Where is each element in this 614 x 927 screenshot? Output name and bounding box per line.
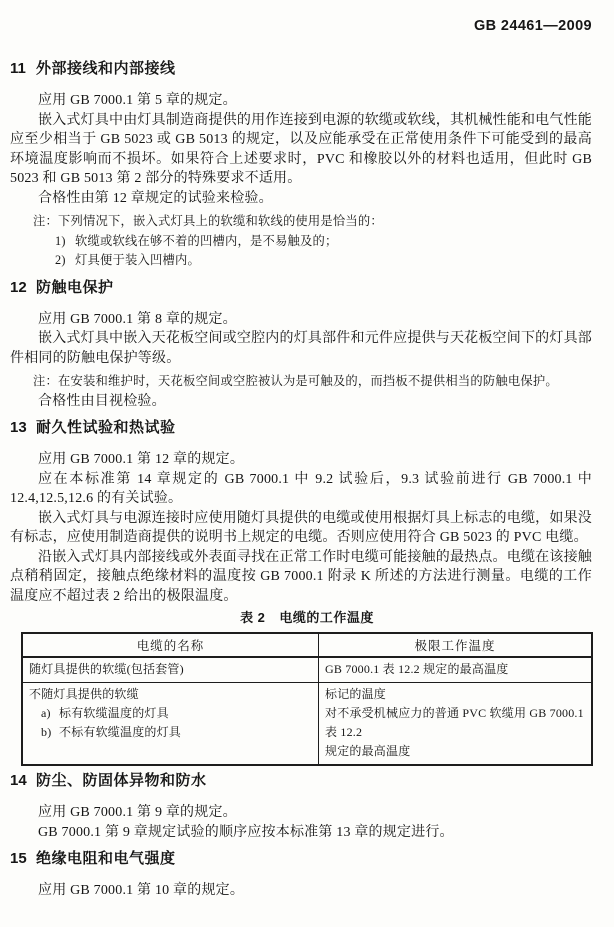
- table-row: [22, 683, 592, 766]
- table-block: [21, 609, 593, 766]
- note-item-text: 灯具便于装入凹槽内。: [75, 253, 200, 267]
- table-caption: [21, 609, 593, 627]
- note: 注：在安装和维护时，天花板空间或空腔被认为是可触及的，而挡板不提供相当的防触电保护。: [33, 374, 558, 388]
- paragraph: 应用 GB 7000.1 第 5 章的规定。: [38, 93, 237, 108]
- section-12-title: 防触电保护: [36, 278, 114, 296]
- paragraph: 应用 GB 7000.1 第 12 章的规定。: [38, 452, 245, 467]
- section-13-heading: [10, 419, 592, 437]
- cell-item-number: a): [41, 706, 51, 720]
- section-11: [10, 60, 592, 271]
- note-item: [55, 251, 592, 271]
- cell-item: [29, 723, 316, 742]
- section-13: [10, 419, 592, 766]
- paragraph: 嵌入式灯具中嵌入天花板空间或空腔内的灯具部件和元件应提供与天花板空间下的灯具部件相同的防触电保护等级。: [10, 331, 592, 366]
- table-row: [22, 657, 592, 683]
- paragraph: 应在本标准第 14 章规定的 GB 7000.1 中 9.2 试验后，9.3 试验前进行 GB 7000.1 中 12.4,12.5,12.6 的有关试验。: [10, 471, 592, 506]
- cell-line: 规定的最高温度: [325, 744, 411, 758]
- section-12-heading: [10, 279, 592, 297]
- section-13-number: 13: [10, 419, 27, 436]
- section-11-number: 11: [10, 60, 26, 77]
- doc-number: GB 24461—2009: [473, 18, 592, 34]
- paragraph: 嵌入式灯具中由灯具制造商提供的用作连接到电源的软缆或软线，其机械性能和电气性能应至少相当于 GB 5023 或 GB 5013 的规定，以及应能承受在正常使用条件下可能受到的最高环境温度影响而不损坏。如果符合上述要求时，PVC 和橡胶以外的材料也适用，但此时 GB 5023 和 GB 5013 第 2 部分的特殊要求不适用。: [10, 112, 592, 186]
- table-col-header-limit-temp: 极限工作温度: [319, 633, 593, 657]
- section-14-number: 14: [10, 772, 27, 789]
- paragraph: 合格性由目视检验。: [38, 393, 166, 409]
- paragraph: 应用 GB 7000.1 第 10 章的规定。: [38, 883, 245, 898]
- table-col-header-cable-name: 电缆的名称: [22, 633, 319, 657]
- table-cell-limit-temp: [319, 683, 593, 766]
- cable-temperature-table: [21, 632, 593, 766]
- cell-line: 不随灯具提供的软缆: [29, 687, 139, 701]
- note-item-number: 1): [55, 233, 66, 248]
- note: 注：下列情况下，嵌入式灯具上的软缆和软线的使用是恰当的：: [33, 214, 383, 228]
- section-12: [10, 279, 592, 412]
- section-14-heading: [10, 772, 592, 790]
- cell-item-text: 标有软缆温度的灯具: [59, 706, 169, 720]
- paragraph: GB 7000.1 第 9 章规定试验的顺序应按本标准第 13 章的规定进行。: [38, 824, 454, 840]
- section-12-number: 12: [10, 278, 27, 296]
- section-13-title: 耐久性试验和热试验: [36, 419, 176, 436]
- section-14-title: 防尘、防固体异物和防水: [36, 772, 207, 789]
- note-item: [55, 232, 592, 252]
- note-item-text: 软缆或软线在够不着的凹槽内，是不易触及的；: [75, 233, 338, 248]
- cell-item-text: 不标有软缆温度的灯具: [59, 725, 182, 739]
- table-caption-label: 表 2: [240, 610, 266, 625]
- paragraph: 嵌入式灯具与电源连接时应使用随灯具提供的电缆或使用根据灯具上标志的电缆，如果没有标志，应使用制造商提供的说明书上规定的电缆。否则应使用符合 GB 5023 的 PVC 电缆。: [10, 510, 592, 545]
- table-cell-limit-temp: GB 7000.1 表 12.2 规定的最高温度: [319, 657, 593, 683]
- section-14: [10, 772, 592, 842]
- table-caption-title: 电缆的工作温度: [279, 610, 374, 625]
- paragraph: 应用 GB 7000.1 第 9 章的规定。: [38, 805, 237, 820]
- section-11-heading: [10, 60, 592, 78]
- table-cell-cable-name: 随灯具提供的软缆(包括套管): [22, 657, 319, 683]
- section-15-number: 15: [10, 850, 27, 867]
- cell-item: [29, 704, 316, 723]
- table-cell-cable-name: [22, 683, 319, 766]
- note-item-number: 2): [55, 253, 66, 267]
- cell-item-number: b): [41, 725, 52, 739]
- section-11-title: 外部接线和内部接线: [36, 60, 176, 77]
- paragraph: 沿嵌入式灯具内部接线或外表面寻找在正常工作时电缆可能接触的最热点。电缆在该接触点稍稍固定，接触点绝缘材料的温度按 GB 7000.1 附录 K 所述的方法进行测量。电缆的工作温度应不超过表 2 给出的极限温度。: [10, 549, 592, 604]
- section-15-heading: [10, 850, 592, 868]
- section-15-title: 绝缘电阻和电气强度: [36, 850, 176, 867]
- paragraph: 合格性由第 12 章规定的试验来检验。: [38, 190, 273, 206]
- paragraph: 应用 GB 7000.1 第 8 章的规定。: [38, 311, 237, 327]
- cell-line: 对不承受机械应力的普通 PVC 软缆用 GB 7000.1 表 12.2: [325, 706, 584, 739]
- table-header-row: [22, 633, 592, 657]
- section-15: [10, 850, 592, 901]
- cell-line: 标记的温度: [325, 687, 387, 701]
